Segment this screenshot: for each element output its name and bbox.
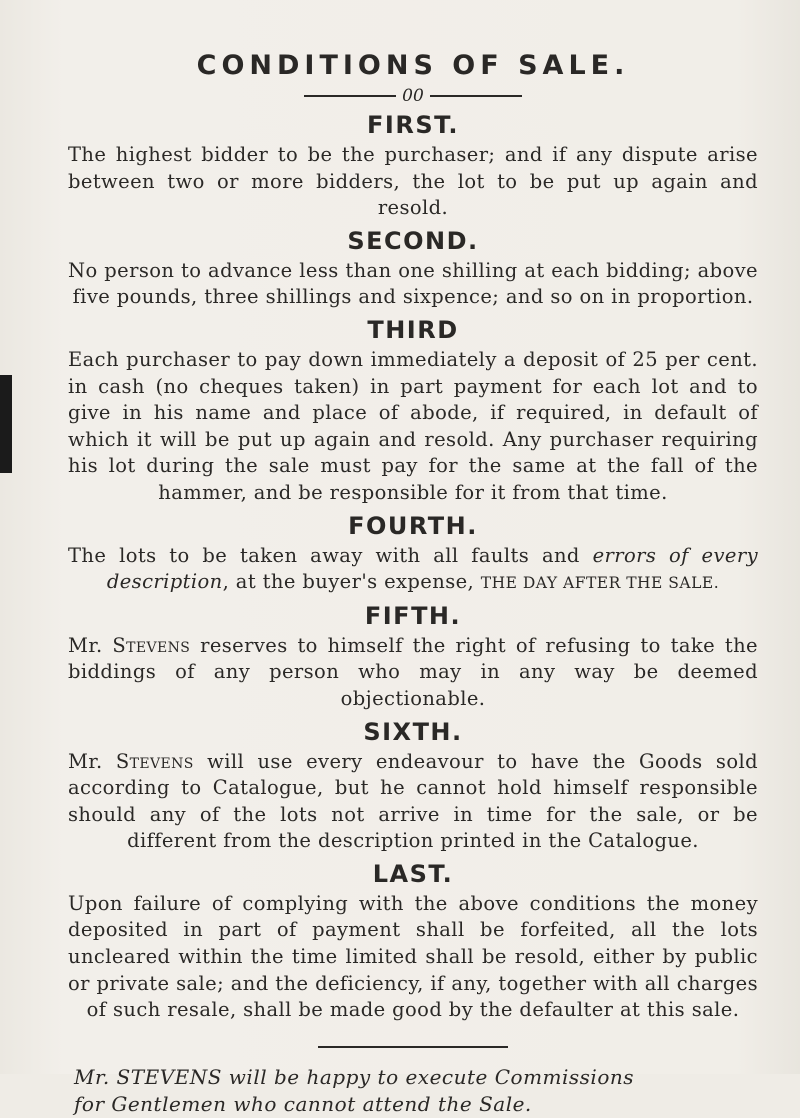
ornament-rule-left	[304, 95, 396, 97]
section-heading-sixth: SIXTH.	[363, 717, 463, 746]
section-text-fifth	[68, 633, 758, 713]
section-text-sixth	[68, 749, 758, 855]
fifth-text-start: Mr.	[68, 633, 113, 657]
fifth-text-rest: reserves to himself the right of refusing to take the biddings of any person who may in any way be deemed objectionable.	[68, 633, 758, 710]
section-heading-fifth: FIFTH.	[364, 601, 462, 630]
conditions-content	[68, 48, 758, 1118]
section-text-first: The highest bidder to be the purchaser; and if any dispute arise between two or more bidders, the lot to be put up again and resold.	[68, 143, 758, 220]
sixth-text-name: Stevens	[115, 749, 194, 773]
ornament-mark: 00	[402, 86, 424, 106]
section-text-last: Upon failure of complying with the above conditions the money deposited in part of payment shall be forfeited, all the lots uncleared within the time limited shall be resold, either by public or private sale; and the deficiency, if any, together with all charges of such resale, shall be made good by the defaulter at this sale.	[68, 891, 758, 1022]
section-text-third: Each purchaser to pay down immediately a deposit of 25 per cent. in cash (no cheques taken) in part payment for each lot and to give in his name and place of abode, if required, in default of which it will be put up again and resold. Any purchaser requiring his lot during the sale must pay for the same at the fall of the hammer, and be responsible for it from that time.	[68, 347, 758, 504]
section-text-second: No person to advance less than one shilling at each bidding; above five pounds, three shillings and sixpence; and so on in proportion.	[68, 258, 758, 309]
section-heading-first: FIRST.	[367, 111, 459, 139]
section-heading-third: THIRD	[367, 315, 459, 344]
fourth-text-start: The lots to be taken away with all faults and	[68, 543, 593, 567]
ornament-rule-right	[430, 95, 522, 97]
binding-edge-mark	[0, 375, 12, 473]
footer-divider	[318, 1046, 508, 1048]
section-heading-last: LAST.	[372, 859, 454, 888]
page-title: CONDITIONS OF SALE.	[196, 50, 630, 81]
section-heading-second: SECOND.	[347, 226, 479, 255]
sixth-text-start: Mr.	[68, 749, 116, 773]
fourth-text-italic: errors of every description	[106, 543, 758, 594]
sixth-text-rest: will use every endeavour to have the Goods sold according to Catalogue, but he cannot hold himself responsible should any of the lots not arrive in time for the sale, or be different from the description printed in the Catalogue.	[68, 749, 758, 853]
fourth-text-middle: , at the buyer's expense,	[222, 570, 481, 594]
title-ornament	[68, 84, 758, 108]
section-heading-fourth: FOURTH.	[348, 511, 478, 540]
fourth-text-caps: THE DAY AFTER THE SALE.	[480, 574, 720, 593]
fifth-text-name: Stevens	[112, 633, 191, 657]
section-text-fourth	[68, 543, 758, 597]
footer-note-line-2: for Gentlemen who cannot attend the Sale.	[74, 1091, 532, 1116]
footer-note-line-1: Mr. STEVENS will be happy to execute Commissions	[74, 1064, 635, 1089]
